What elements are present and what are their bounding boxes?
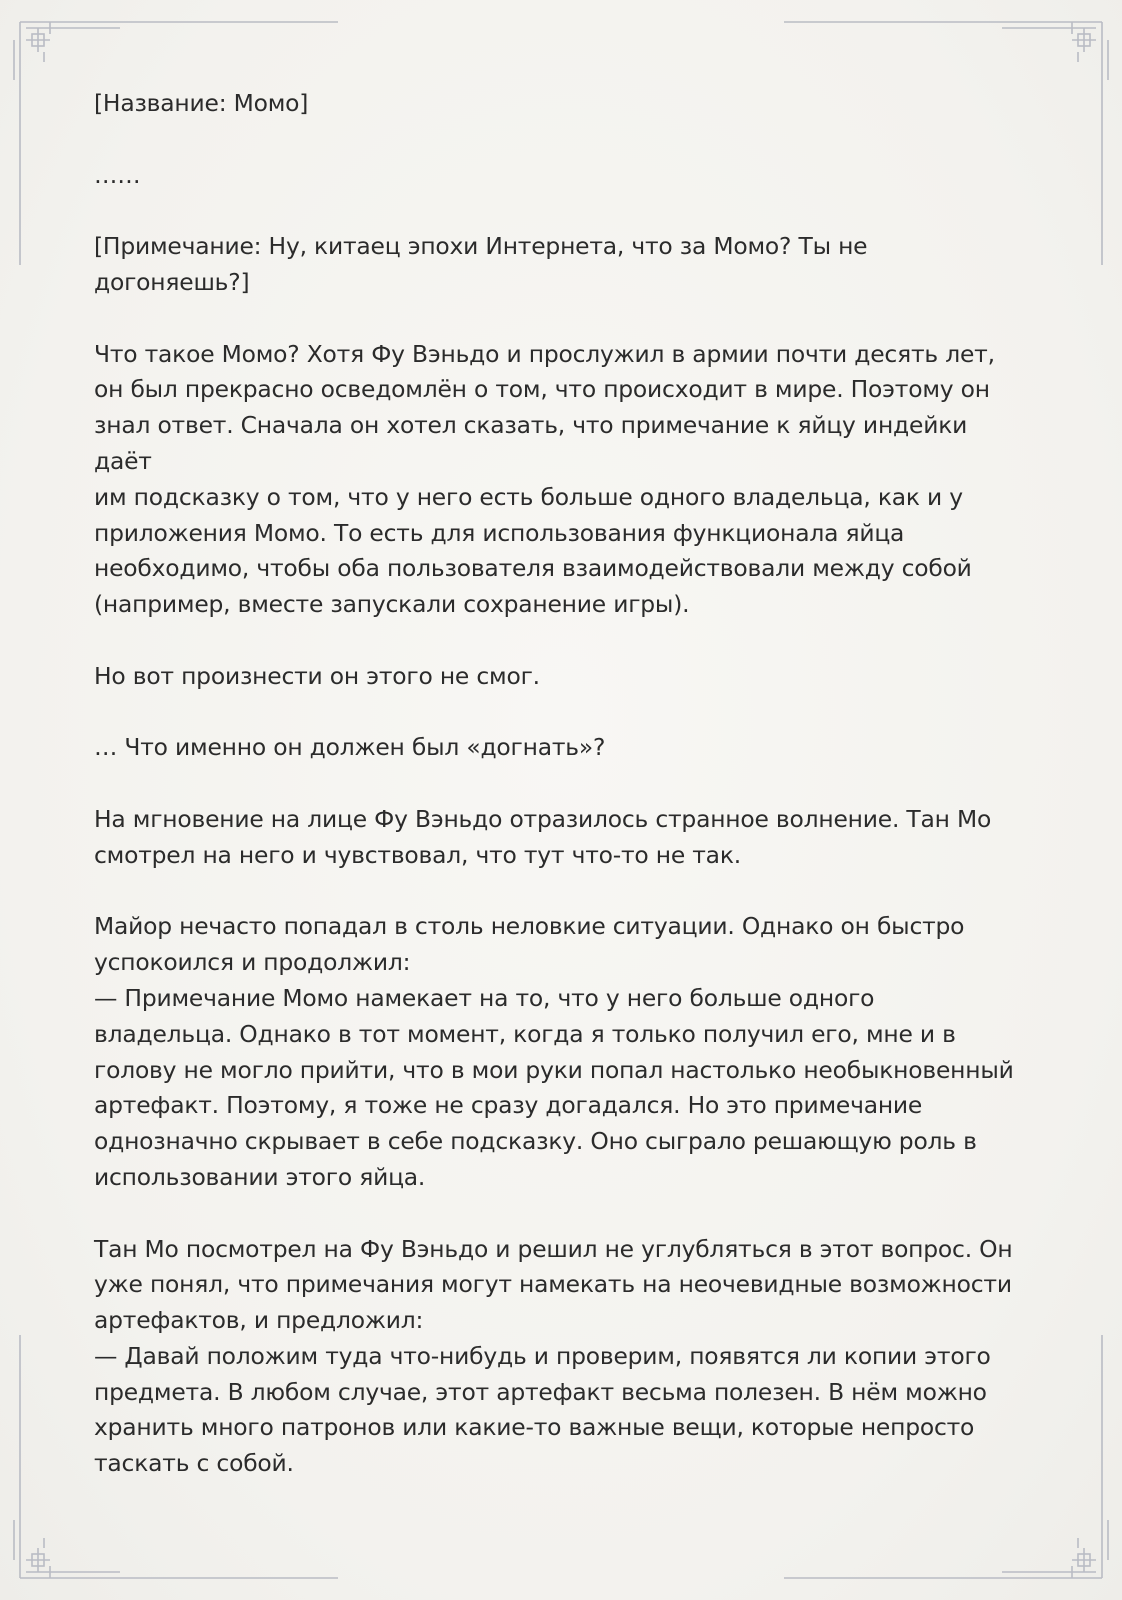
text-line: … Что именно он должен был «догнать»? [94,733,606,762]
text-line: артефактов, и предложил: [94,1306,424,1335]
text-line: На мгновение на лице Фу Вэньдо отразилось странное волнение. Тан Мо [94,804,992,833]
text-line: владельца. Однако в тот момент, когда я только получил его, мне и в [94,1019,956,1048]
text-line: хранить много патронов или какие-то важные вещи, которые непросто [94,1413,975,1442]
text-line: приложения Момо. То есть для использования функционала яйца [94,518,905,547]
paragraph [94,659,1029,695]
text-line: использовании этого яйца. [94,1162,426,1191]
text-line: Но вот произнести он этого не смог. [94,661,540,690]
paragraph [94,802,1029,874]
paragraph [94,730,1029,766]
text-line: однозначно скрывает в себе подсказку. Оно сыграло решающую роль в [94,1127,977,1156]
text-line: им подсказку о том, что у него есть больше одного владельца, как и у [94,482,963,511]
text-line: Тан Мо посмотрел на Фу Вэньдо и решил не углубляться в этот вопрос. Он [94,1234,1013,1263]
text-line: артефакт. Поэтому, я тоже не сразу догадался. Но это примечание [94,1091,923,1120]
text-line: смотрел на него и чувствовал, что тут что-то не так. [94,840,741,869]
text-line: необходимо, чтобы оба пользователя взаимодействовали между собой [94,554,972,583]
text-line: знал ответ. Сначала он хотел сказать, что примечание к яйцу индейки даёт [94,411,968,475]
document-body [94,86,1029,1518]
text-line: [Примечание: Ну, китаец эпохи Интернета, что за Момо? Ты не [94,232,868,261]
text-line: таскать с собой. [94,1449,294,1478]
paragraph [94,229,1029,301]
text-line: — Давай положим туда что-нибудь и проверим, появятся ли копии этого [94,1341,991,1370]
text-line: голову не могло прийти, что в мои руки попал настолько необыкновенный [94,1055,1014,1084]
text-line: [Название: Момо] [94,89,309,117]
text-line: успокоился и продолжил: [94,948,411,977]
paragraph [94,158,1029,194]
text-line: Что такое Момо? Хотя Фу Вэньдо и прослужил в армии почти десять лет, [94,339,995,368]
text-line: …… [94,160,141,189]
paragraph [94,909,1029,1195]
text-line: предмета. В любом случае, этот артефакт весьма полезен. В нём можно [94,1377,987,1406]
paragraph [94,1232,1029,1483]
text-line: догоняешь?] [94,267,250,296]
text-line: он был прекрасно осведомлён о том, что происходит в мире. Поэтому он [94,375,990,404]
text-line: Майор нечасто попадал в столь неловкие ситуации. Однако он быстро [94,912,965,941]
paragraph [94,337,1029,623]
text-line: — Примечание Момо намекает на то, что у него больше одного [94,983,875,1012]
text-line: уже понял, что примечания могут намекать на неочевидные возможности [94,1270,1012,1299]
paragraph [94,86,1029,122]
text-line: (например, вместе запускали сохранение игры). [94,590,690,619]
